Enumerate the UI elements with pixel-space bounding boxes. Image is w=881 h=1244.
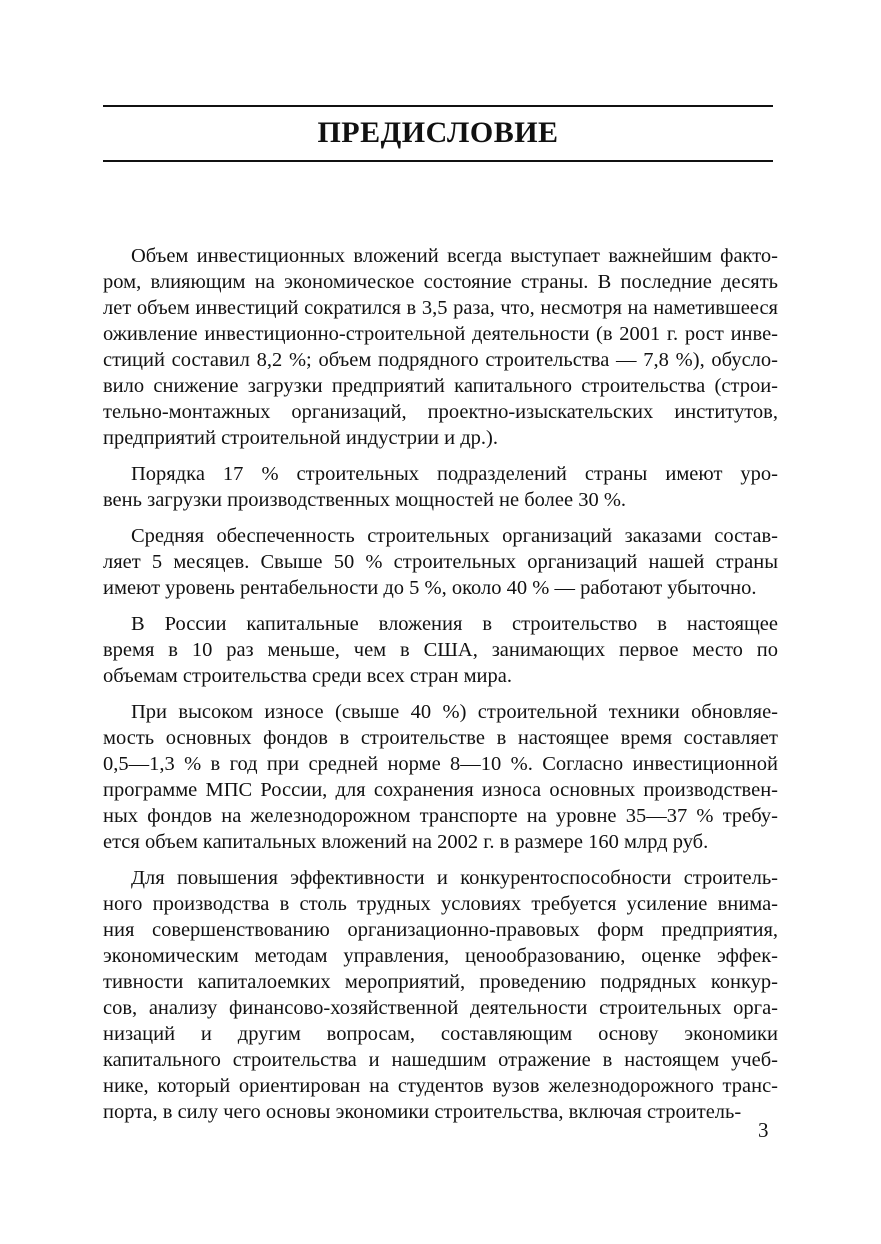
text-line: оживление инвестиционно-строительной деятельности (в 2001 г. рост инве-: [103, 323, 778, 345]
text-line: экономическим методам управления, ценообразованию, оценке эффек-: [103, 945, 778, 967]
paragraph: [103, 461, 778, 513]
text-line: капитального строительства и нашедшим отражение в настоящем учеб-: [103, 1049, 778, 1071]
text-line: время в 10 раз меньше, чем в США, занимающих первое место по: [103, 639, 778, 661]
text-line: ется объем капитальных вложений на 2002 г. в размере 160 млрд руб.: [103, 831, 709, 853]
body-text: [103, 243, 778, 1135]
text-line: сов, анализу финансово-хозяйственной деятельности строительных орга-: [103, 997, 778, 1019]
text-line: Объем инвестиционных вложений всегда выступает важнейшим факто-: [131, 245, 778, 267]
text-line: тельно-монтажных организаций, проектно-изыскательских институтов,: [103, 401, 778, 423]
heading-top-rule: [103, 105, 773, 107]
text-line: лет объем инвестиций сократился в 3,5 раза, что, несмотря на наметившееся: [103, 297, 778, 319]
text-line: 0,5—1,3 % в год при средней норме 8—10 %. Согласно инвестиционной: [103, 753, 778, 775]
text-line: программе МПС России, для сохранения износа основных производствен-: [103, 779, 778, 801]
text-line: В России капитальные вложения в строительство в настоящее: [131, 613, 778, 635]
text-line: объемам строительства среди всех стран мира.: [103, 665, 512, 687]
paragraph: [103, 865, 778, 1125]
text-line: мость основных фондов в строительстве в настоящее время составляет: [103, 727, 778, 749]
text-line: Средняя обеспеченность строительных организаций заказами состав-: [131, 525, 778, 547]
text-line: ных фондов на железнодорожном транспорте на уровне 35—37 % требу-: [103, 805, 778, 827]
text-line: низаций и другим вопросам, составляющим основу экономики: [103, 1023, 778, 1045]
paragraph: [103, 523, 778, 601]
text-line: предприятий строительной индустрии и др.).: [103, 427, 498, 449]
text-line: Для повышения эффективности и конкурентоспособности строитель-: [131, 867, 778, 889]
paragraph: [103, 243, 778, 451]
text-line: ром, влияющим на экономическое состояние страны. В последние десять: [103, 271, 778, 293]
text-line: тивности капиталоемких мероприятий, проведению подрядных конкур-: [103, 971, 778, 993]
heading-bottom-rule: [103, 160, 773, 162]
text-line: При высоком износе (свыше 40 %) строительной техники обновляе-: [131, 701, 778, 723]
text-line: имеют уровень рентабельности до 5 %, около 40 % — работают убыточно.: [103, 577, 757, 599]
paragraph: [103, 611, 778, 689]
text-line: вило снижение загрузки предприятий капитального строительства (строи-: [103, 375, 778, 397]
text-line: нике, который ориентирован на студентов вузов железнодорожного транс-: [103, 1075, 778, 1097]
text-line: вень загрузки производственных мощностей не более 30 %.: [103, 489, 627, 511]
page-number: 3: [758, 1118, 769, 1142]
paragraph: [103, 699, 778, 855]
text-line: Порядка 17 % строительных подразделений страны имеют уро-: [131, 463, 778, 485]
text-line: порта, в силу чего основы экономики строительства, включая строитель-: [103, 1101, 742, 1123]
text-line: ного производства в столь трудных условиях требуется усиление внима-: [103, 893, 778, 915]
text-line: ния совершенствованию организационно-правовых форм предприятия,: [103, 919, 778, 941]
text-line: стиций составил 8,2 %; объем подрядного строительства — 7,8 %), обусло-: [103, 349, 778, 371]
page-title: ПРЕДИСЛОВИЕ: [317, 116, 559, 149]
text-line: ляет 5 месяцев. Свыше 50 % строительных организаций нашей страны: [103, 551, 778, 573]
